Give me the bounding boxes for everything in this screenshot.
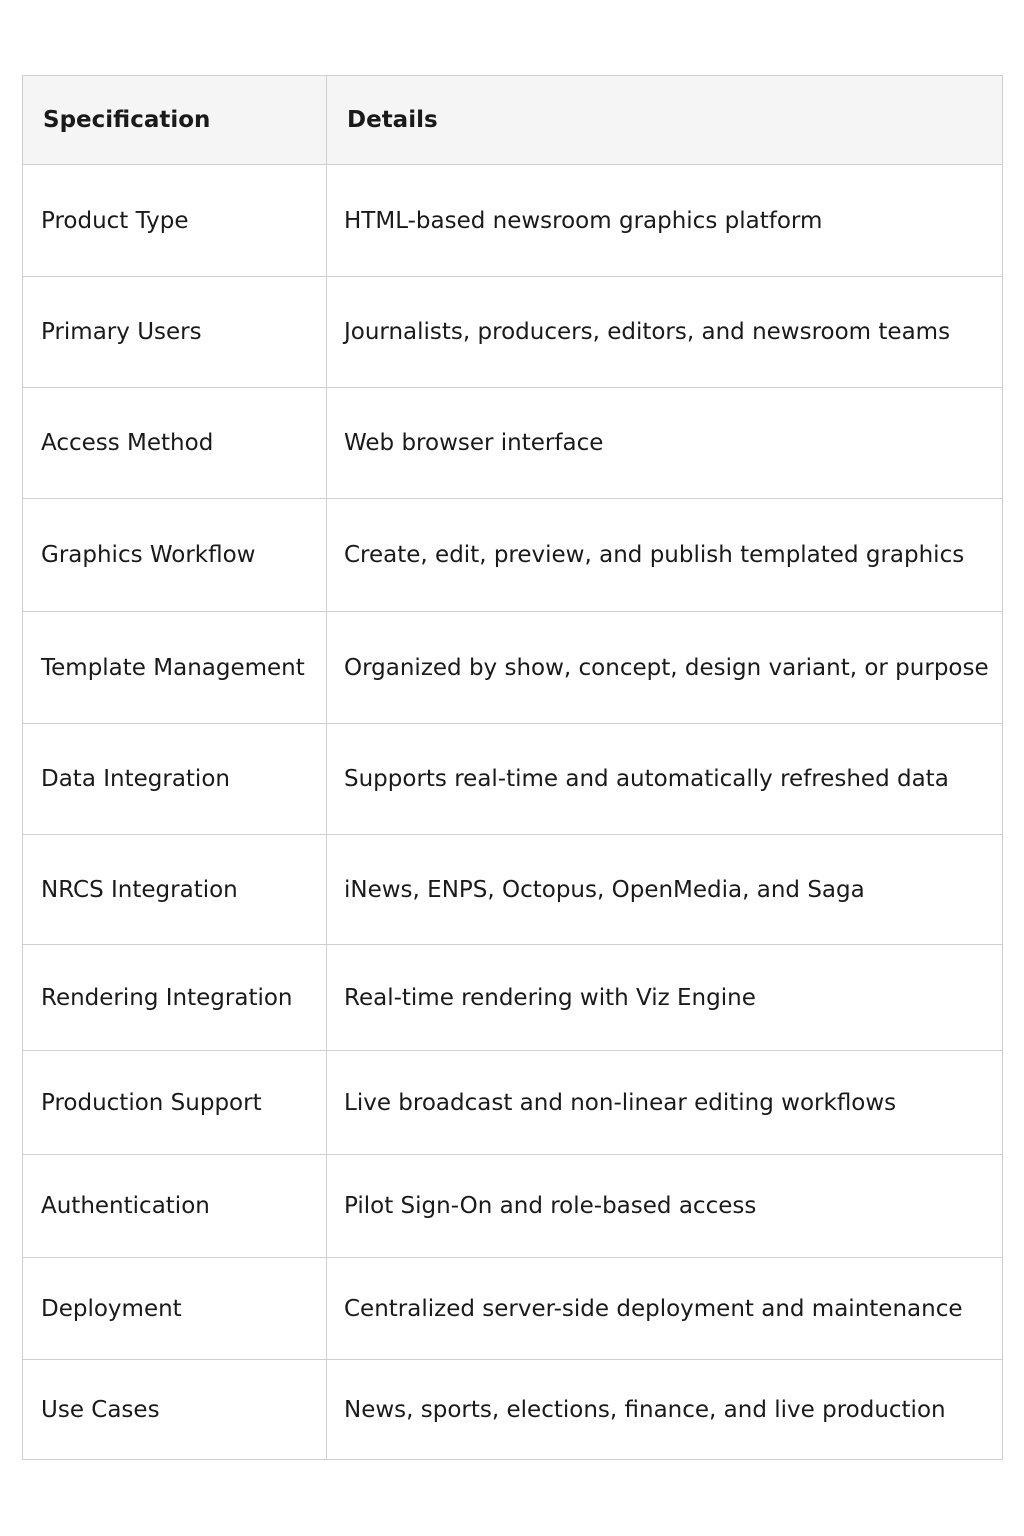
table-row: [23, 945, 1003, 1051]
spec-cell: Access Method: [23, 388, 327, 499]
spec-cell: Graphics Workflow: [23, 499, 327, 612]
details-cell: Journalists, producers, editors, and newsroom teams: [327, 277, 1003, 388]
details-cell: News, sports, elections, finance, and live production: [327, 1360, 1003, 1460]
table-row: [23, 1155, 1003, 1258]
spec-cell: Rendering Integration: [23, 945, 327, 1051]
spec-cell: Data Integration: [23, 724, 327, 835]
spec-cell: Production Support: [23, 1051, 327, 1155]
table-header-row: [23, 76, 1003, 165]
details-cell: Real-time rendering with Viz Engine: [327, 945, 1003, 1051]
details-cell: Create, edit, preview, and publish templated graphics: [327, 499, 1003, 612]
table-row: [23, 1258, 1003, 1360]
table-row: [23, 499, 1003, 612]
table-row: [23, 835, 1003, 945]
details-cell: Pilot Sign-On and role-based access: [327, 1155, 1003, 1258]
specification-table: [22, 75, 1003, 1460]
details-cell: Live broadcast and non-linear editing workflows: [327, 1051, 1003, 1155]
spec-cell: Use Cases: [23, 1360, 327, 1460]
table-row: [23, 1360, 1003, 1460]
details-cell: Web browser interface: [327, 388, 1003, 499]
table-row: [23, 165, 1003, 277]
spec-cell: Primary Users: [23, 277, 327, 388]
table-body: [23, 165, 1003, 1460]
spec-cell: Template Management: [23, 612, 327, 724]
details-cell: Centralized server-side deployment and maintenance: [327, 1258, 1003, 1360]
spec-cell: NRCS Integration: [23, 835, 327, 945]
spec-cell: Deployment: [23, 1258, 327, 1360]
header-details: Details: [327, 76, 1003, 165]
table-row: [23, 388, 1003, 499]
table-row: [23, 724, 1003, 835]
header-specification: Specification: [23, 76, 327, 165]
details-cell: iNews, ENPS, Octopus, OpenMedia, and Saga: [327, 835, 1003, 945]
table-row: [23, 277, 1003, 388]
spec-cell: Authentication: [23, 1155, 327, 1258]
details-cell: HTML-based newsroom graphics platform: [327, 165, 1003, 277]
details-cell: Organized by show, concept, design variant, or purpose: [327, 612, 1003, 724]
table-row: [23, 612, 1003, 724]
table-header: [23, 76, 1003, 165]
details-cell: Supports real-time and automatically refreshed data: [327, 724, 1003, 835]
table-row: [23, 1051, 1003, 1155]
spec-cell: Product Type: [23, 165, 327, 277]
